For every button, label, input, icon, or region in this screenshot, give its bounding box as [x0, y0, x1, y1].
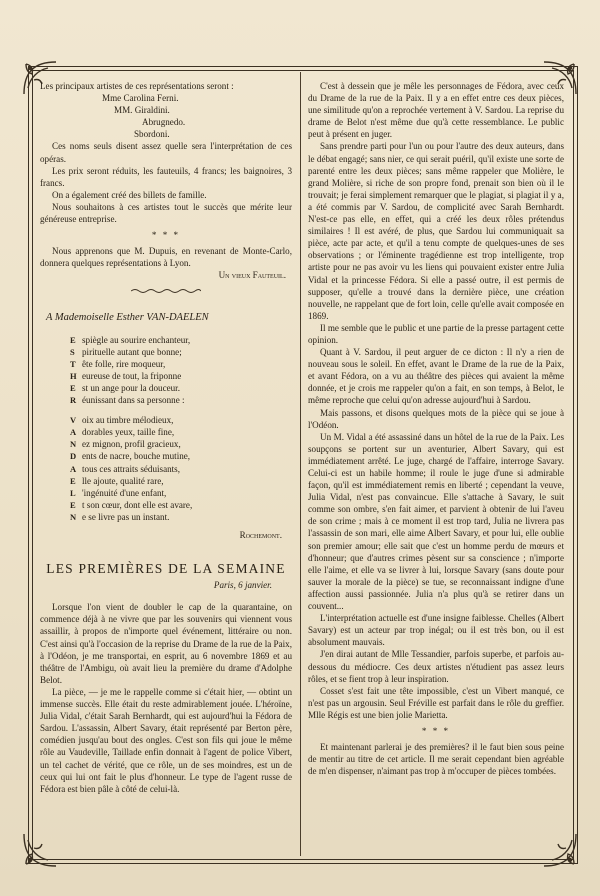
- poem-initial: L: [70, 487, 76, 498]
- poem-initial: E: [70, 334, 76, 345]
- acrostic-poem: [70, 334, 292, 523]
- article-paragraph: C'est à dessein que je mêle les personnages de Fédora, avec ceux du Drame de la rue de la Paix. Il y a en effet entre ces deux pièces, une similitude qu'on a reprochée vertement à V. Sardou. La reprise du drame de Belot n'est même due qu'à cette ressemblance. Le public peut à présent en juger.: [308, 81, 564, 140]
- poem-initial: T: [70, 358, 76, 369]
- article-paragraph: La pièce, — je me le rappelle comme si c'était hier, — obtint un immense succès. Elle était du reste admirablement jouée. L'héroïne, Julia Vidal, c'était Sarah Bernhardt, qui est aujourd'hui la Fédora de Sardou. L'assassin, Albert Savary, était représenté par Berton père, comédien jusqu'au bout des ongles. C'est son fils qui joue le même rôle au Vaudeville, Taillade enfin donnait à l'agent de police Vibert, un tel cachet de vérité, que ce rôle, un de ses moindres, est un de ceux qui lui ont fait le plus d'honneur. Le type de l'agent russe de Fédora est bien pâle à côté de celui-là.: [40, 686, 292, 794]
- poem-initial: E: [70, 499, 76, 510]
- poem-line: [70, 370, 292, 382]
- poem-line-text: eureuse de tout, la friponne: [82, 370, 182, 381]
- poem-line: [70, 394, 292, 406]
- poem-initial: N: [70, 439, 77, 450]
- paragraph: Nous souhaitons à ces artistes tout le succès que mérite leur généreuse entreprise.: [40, 201, 292, 225]
- article-paragraph: L'interprétation actuelle est d'une insigne faiblesse. Chelles (Albert Savary) est un acteur par trop inégal; ou il est très bon, ou il est absolument mauvais.: [308, 613, 564, 648]
- poem-initial: V: [70, 415, 77, 426]
- poem-line-text: 'ingénuité d'une enfant,: [82, 487, 167, 498]
- poem-line-text: spiègle au sourire enchanteur,: [82, 334, 191, 345]
- poem-line: [70, 511, 292, 523]
- corner-ornament-bottom-right: [540, 830, 580, 870]
- poem-initial: A: [70, 427, 77, 438]
- signature: Un vieux Fauteuil.: [218, 270, 286, 281]
- poem-line-text: pirituelle autant que bonne;: [82, 346, 182, 357]
- poem-line-text: éunissant dans sa personne :: [82, 395, 185, 406]
- article-paragraph: Il me semble que le public et une partie de la presse partagent cette opinion.: [308, 322, 564, 345]
- paragraph: Les prix seront réduits, les fauteuils, 4 francs; les baignoires, 3 francs.: [40, 165, 292, 188]
- artists-list: [102, 92, 292, 140]
- poem-initial: N: [70, 511, 77, 522]
- corner-ornament-bottom-left: [20, 830, 60, 870]
- artists-intro: Les principaux artistes de ces représentations seront :: [40, 81, 234, 91]
- poem-line: [70, 499, 292, 511]
- poem-line: [70, 346, 292, 358]
- poem-line-text: lle ajoute, qualité rare,: [82, 475, 164, 486]
- article-paragraph: Et maintenant parlerai je des premières? il le faut bien sous peine de mentir au titre de cet article. Il me serait cependant bien agréable de m'en dispenser, n'aimant pas trop à m'occuper de pièces tombées.: [308, 742, 564, 777]
- left-column: [40, 80, 292, 795]
- poem-line-text: tous ces attraits séduisants,: [82, 463, 180, 474]
- poem-initial: D: [70, 451, 77, 462]
- poem-line: [70, 414, 292, 426]
- paragraph: Nous apprenons que M. Dupuis, en revenant de Monte-Carlo, donnera quelques représentations à Lyon.: [40, 246, 292, 269]
- poem-initial: A: [70, 463, 77, 474]
- dinkus: * * *: [151, 230, 181, 241]
- poem-line-text: t son cœur, dont elle est avare,: [82, 499, 193, 510]
- poem-line: [70, 438, 292, 450]
- poem-line: [70, 463, 292, 475]
- artist-line: Sbordoni.: [134, 129, 170, 140]
- poem-line-text: ez mignon, profil gracieux,: [82, 439, 181, 450]
- poem-initial: R: [70, 395, 77, 406]
- poem-initial: S: [70, 346, 75, 357]
- dateline: Paris, 6 janvier.: [213, 580, 272, 591]
- poem-stanza: [70, 414, 292, 523]
- wavy-divider: [131, 288, 201, 294]
- artist-line: Mme Carolina Ferni.: [102, 93, 179, 104]
- artist-line: Abrugnedo.: [142, 117, 186, 128]
- column-divider: [300, 72, 301, 856]
- signature: Rochemont.: [239, 530, 282, 540]
- poem-line-text: e se livre pas un instant.: [82, 511, 170, 522]
- paragraph: On a également créé des billets de famille.: [52, 189, 207, 200]
- poem-line: [70, 475, 292, 487]
- poem-line: [70, 334, 292, 346]
- dinkus: * * *: [421, 725, 451, 736]
- right-column: [308, 80, 564, 777]
- article-paragraph: Quant à V. Sardou, il peut arguer de ce dicton : Il n'y a rien de nouveau sous le soleil. En effet, avant le Drame de la rue de la Paix, et avant Fédora, on a vu au théâtre des pièces qui avaient la même donnée, et je crois me rappeler qu'on a fait, en son temps, à Belot, le même reproche que celui qu'on adresse aujourd'hui à Sardou.: [308, 347, 564, 406]
- article-paragraph: Sans prendre parti pour l'un ou pour l'autre des deux auteurs, dans le débat engagé; sans nier, ce qui serait puéril, qu'il existe une sorte de parenté entre les deux pièces; sans même rappeler que Molière, le grand Molière, si riche de son propre fond, prenait son bien où il le trouvait; je ferai simplement remarquer que le plagiat, si plagiat il y a, a été commis par V. Sardou, de complicité avec Sarah Bernhardt. N'est-ce pas elle, en effet, qui a créé les deux rôles prétendus similaires ! Il est avéré, de plus, que Sardou lui communiquait sa pièce, acte par acte, et qu'il a tenu compte de quelques-unes de ses observations ; or l'éminente tragédienne est trop intelligente, trop artiste pour ne pas avoir vu les liens qui pouvaient exister entre Julia Vidal et la princesse Fédora. Si elle a passé outre, il est permis de supposer, qu'elle a trouvé dans la dernière pièce, une création nouvelle, ne rappelant que de fort loin, celle qu'elle avait composée en 1869.: [308, 141, 564, 321]
- poem-line: [70, 426, 292, 438]
- poem-line: [70, 382, 292, 394]
- poem-initial: E: [70, 382, 76, 393]
- article-paragraph: Cosset s'est fait une tête impossible, c'est un Vibert manqué, ce n'est pas un argousin. Seul Fréville est parfait dans le rôle du greffier. Mlle Régis est une bien jolie Marietta.: [308, 685, 564, 720]
- article-paragraph: Un M. Vidal a été assassiné dans un hôtel de la rue de la Paix. Les soupçons se portent sur un aventurier, Albert Savary, qui est immédiatement arrêté. Le juge, chargé de l'affaire, interroge Savary. Celui-ci est un habile homme; il roule le juge d'une si admirable façon, qu'il est immédiatement remis en liberté ; cependant la veuve, Julia Vidal, n'est pas convaincue. Elle s'attache à Savary, le suit comme son ombre, s'en fait aimer, et parvient à obtenir de lui l'aveu de son crime ; mais à ce moment il est trop tard, Julia ne livrera pas l'assassin de son mari, elle aime Albert Savary, et pour lui, elle oublie son premier amour; elle sait que c'est un homme perdu de mœurs et d'honneur; que d'autres crimes pèsent sur sa conscience ; n'importe elle l'aime, et elle va se livrer à lui, lorsque Savary (sans doute pour sauver la morale de la pièce) se tue, se reconnaissant indigne d'une affection aussi passionnée. Julia n'a plus qu'à se retirer dans un couvent...: [308, 431, 564, 612]
- section-title: LES PREMIÈRES DE LA SEMAINE: [46, 561, 286, 577]
- poem-line: [70, 358, 292, 370]
- article-paragraph: Lorsque l'on vient de doubler le cap de la quarantaine, on commence déjà à ne vivre que par les souvenirs qui viennent vous assaillir, à propos de n'importe quel événement, littéraire ou non. C'est ainsi qu'à l'occasion de la reprise du Drame de la rue de la Paix, à l'Odéon, je me transportai, en esprit, au 6 novembre 1869 et au théâtre de l'Ambigu, où avait lieu la première du drame d'Adolphe Belot.: [40, 602, 292, 685]
- poem-line: [70, 450, 292, 462]
- poem-line-text: ête folle, rire moqueur,: [82, 358, 166, 369]
- poem-line-text: oix au timbre mélodieux,: [82, 415, 174, 426]
- poem-initial: E: [70, 475, 76, 486]
- article-paragraph: J'en dirai autant de Mlle Tessandier, parfois superbe, et parfois au-dessous du médiocre. Ces deux artistes n'étudient pas assez leurs rôles, et se fient trop à leur inspiration.: [308, 649, 564, 684]
- poem-initial: H: [70, 370, 77, 381]
- paragraph: Ces noms seuls disent assez quelle sera l'interprétation de ces opéras.: [40, 141, 292, 164]
- poem-stanza: [70, 334, 292, 407]
- poem-line-text: dorables yeux, taille fine,: [82, 427, 175, 438]
- poem-line: [70, 487, 292, 499]
- poem-line-text: st un ange pour la douceur.: [82, 382, 180, 393]
- poem-line-text: ents de nacre, bouche mutine,: [82, 451, 191, 462]
- article-paragraph: Mais passons, et disons quelques mots de la pièce qui se joue à l'Odéon.: [308, 407, 564, 430]
- artist-line: MM. Giraldini.: [114, 105, 170, 116]
- poem-title: A Mademoiselle Esther VAN-DAELEN: [46, 311, 209, 323]
